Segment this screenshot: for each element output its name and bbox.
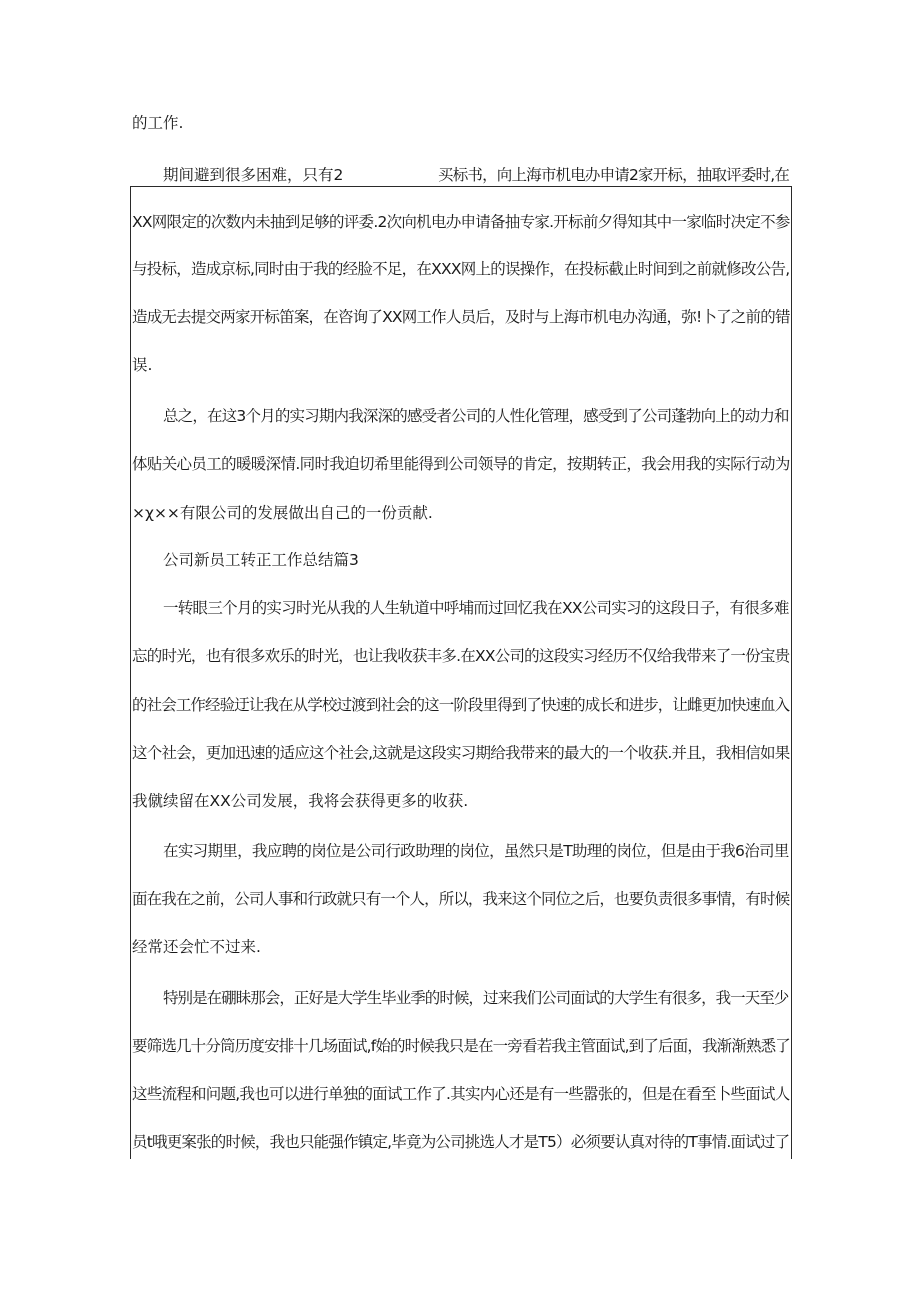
text-line: 的工作. — [132, 114, 184, 132]
text-line: 的社会工作经验迂让我在从学校过渡到社会的这一阶段里得到了快速的成长和进步，让雌更加快速血入 — [132, 696, 790, 714]
text-line: 员t哦更案张的时候，我也只能强作镇定,毕竟为公司挑选人才是T5）必须要认真对待的T事情.面试过了 — [132, 1133, 790, 1151]
text-line: ×χ××有限公司的发展做出自己的一份贡献. — [132, 504, 433, 522]
text-line: 误. — [132, 356, 153, 374]
text-line: 与投标，造成京标,同时由于我的经脸不足，在XXX网上的误操作，在投标截止时间到之前就修改公告, — [132, 260, 790, 278]
text-line: 我僦续留在XX公司发展，我将会获得更多的收获. — [132, 792, 469, 810]
text-line: 要筛选几十分筒历度安排十几场面试,f始的时候我只是在一旁看若我主管面试,到了后面，我渐渐熟悉了 — [132, 1037, 790, 1055]
text-line: 一转眼三个月的实习时光从我的人生轨道中呼埔而过回忆我在XX公司实习的这段日子，有很多难 — [163, 599, 789, 617]
text-line: 经常还会忙不过来. — [132, 938, 261, 956]
text-line: 这个社会，更加迅速的适应这个社会,这就是这段实习期给我带来的最大的一个收获.并且，我相信如果 — [132, 744, 790, 762]
text-line: 忘的时光，也有很多欢乐的时光，也让我收获丰多.在XX公司的这段实习经历不仅给我带来了一份宝贵 — [132, 647, 790, 665]
text-line: 面在我在之前，公司人事和行政就只有一个人，所以，我来这个同位之后，也要负责很多事情，有时候 — [132, 890, 790, 908]
section-heading: 公司新员工转正工作总结篇3 — [163, 551, 359, 569]
text-line: 在实习期里，我应聘的岗位是公司行政助理的岗位，虽然只是T助理的岗位，但是由于我6治司里 — [163, 842, 789, 860]
text-line: 这些流程和问题,我也可以进行单独的面试工作了.其实内心还是有一些嚣张的，但是在看至卜些面试人 — [132, 1085, 790, 1103]
text-line: 造成无去提交两家开标笛案，在咨询了XX网工作人员后，及时与上海市机电办沟通，弥!卜了之前的错 — [132, 308, 790, 326]
text-line: 总之，在这3个月的实习期内我深深的感受者公司的人性化管理，感受到了公司蓬勃向上的动力和 — [163, 407, 789, 425]
text-line: 买标书，向上海市机电办申请2家开标，抽取评委时,在 — [438, 166, 790, 184]
text-line: 体贴关心员工的暖暖深情.同时我迫切希里能得到公司领导的肯定，按期转正，我会用我的实际行动为 — [132, 455, 790, 473]
text-frame-border — [130, 186, 792, 1159]
text-line: 特别是在硼眛那会，正好是大学生毕业季的时候，过来我们公司面试的大学生有很多，我一天至少 — [163, 989, 789, 1007]
text-line: XX网限定的次数内未抽到足够的评委.2次向机电办申请备抽专家.开标前夕得知其中一家临时决定不参 — [132, 213, 790, 231]
text-line: 期间避到很多困难，只有2 — [163, 166, 344, 184]
